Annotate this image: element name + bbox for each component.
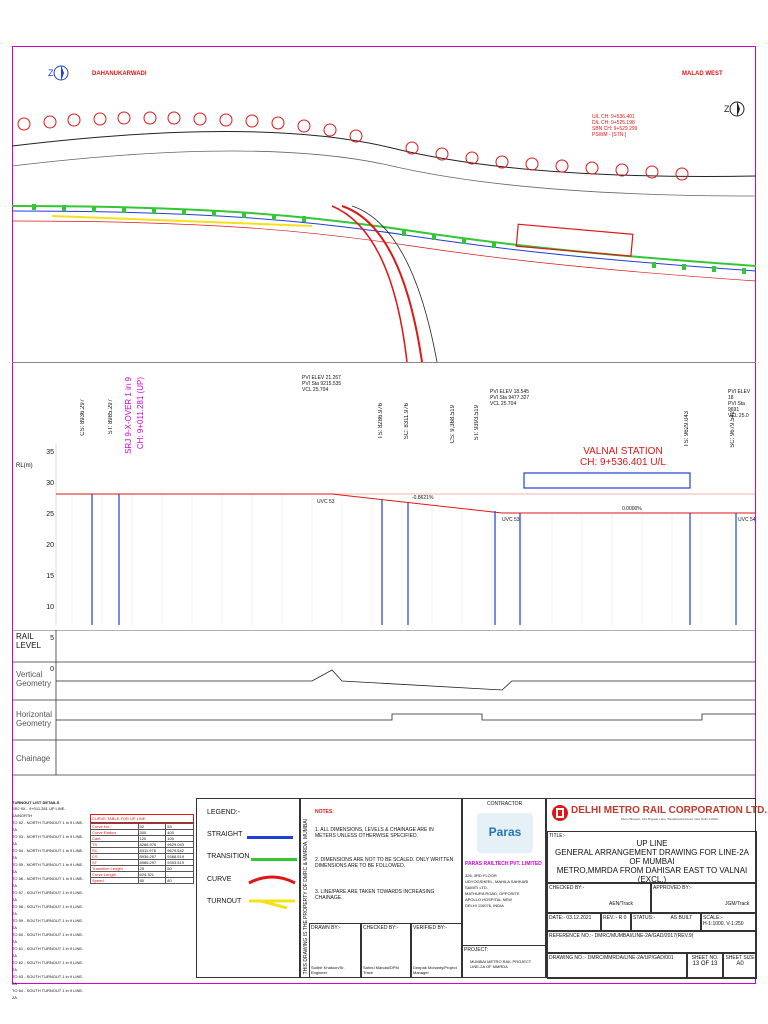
sheet-no-cell: SHEET NO. 13 OF 13 [687, 953, 723, 979]
note-item: 3. LINE/PARE ARE TAKEN TOWARDS INCREASING CHAINAGE. [315, 889, 435, 901]
turnout-list-item: TO 58 - SOUTH TURNOUT 1 in 9 LINE-2A [12, 904, 84, 916]
legend-box [196, 798, 300, 978]
note-item: 2. DIMENSIONS ARE NOT TO BE SCALED. ONLY WRITTEN DIMENSIONS ARE TO BE FOLLOWED. [315, 857, 454, 869]
station-name: VALNAI STATION [583, 446, 663, 457]
paras-logo: Paras [477, 813, 533, 853]
dmrc-header [551, 803, 768, 829]
date-cell: DATE:- 03.12.2021 [547, 913, 601, 931]
contractor-header: CONTRACTOR [487, 801, 523, 807]
vertical-geometry-label: Vertical Geometry [16, 670, 52, 688]
pvi-3: PVI ELEV 18 PVI Sta 9691 VCL 25.0 [728, 389, 751, 419]
point-label: ST: 8985.297 [108, 399, 114, 435]
point-label: SC: 8311.976 [404, 403, 410, 440]
legend-label: STRAIGHT [207, 831, 243, 838]
legend-label: TURNOUT [207, 898, 242, 905]
y-axis-title: RL(m) [16, 463, 33, 469]
turnout-list-item: TO 53 - NORTH TURNOUT 1 in 9 LINE-2A [12, 834, 84, 846]
vc-label: UVC 53 [317, 499, 335, 505]
checked-by-tb: CHECKED BY:- AEN/Track [547, 883, 651, 913]
y-axis-ticks: 35 30 25 20 15 10 5 0 [46, 449, 54, 673]
title-cell: TITLE:- UP LINE GENERAL ARRANGEMENT DRAWING FOR LINE-2A OF MUMBAI METRO,MMRDA FROM DAHISAR EAST TO VALNAI (EXCL.) [547, 831, 757, 883]
grade-label: 0.0000% [622, 506, 642, 512]
verified-by-cell: VERIFIED BY:- Deepak Mohanty/Project Manager [411, 923, 462, 978]
sheet-size-cell: SHEET SIZE A0 [723, 953, 757, 979]
turnout-list-item: TO 57 - SOUTH TURNOUT 1 in 9 LINE-2A [12, 890, 84, 902]
legend-label: CURVE [207, 876, 232, 883]
checked-by-cell: CHECKED BY:- Sahnu Mandal/DPM Track [361, 923, 411, 978]
project-cell: PROJECT: MUMBAI METRO RAIL PROJECT LINE-2A OF MMRDA [463, 945, 547, 979]
contractor-box [462, 798, 546, 978]
client-address: Metro Bhawan, Fire Brigade Lane, Barakhamba Road, New Delhi-110001 [621, 817, 719, 821]
svg-text:Z: Z [48, 68, 54, 78]
point-label: CS: 8936.297 [80, 399, 86, 436]
point-label: TS: 8286.976 [378, 403, 384, 440]
turnout-list-item: TO 55 - NORTH TURNOUT 1 in 9 LINE-2A [12, 862, 84, 874]
dmrc-logo-icon [551, 804, 569, 822]
turnout-list-item: TO 62 - SOUTH TURNOUT 1 in 9 LINE-2A [12, 960, 84, 972]
chainage-notes: U/L CH: 9+536.401 D/L CH: 9+525.198 SBN CH: 9+529.299 PSWM - [STN.] [592, 114, 638, 138]
point-label: TS: 9629.043 [684, 411, 690, 448]
vc-label: UVC 53 [502, 517, 520, 523]
turnout-list-item: TO 54 - NORTH TURNOUT 1 in 9 LINE-2A [12, 848, 84, 860]
turnout-list-item: TO 63 - SOUTH TURNOUT 1 in 9 LINE-2A [12, 974, 84, 986]
turnout-list-item: TO 59 - SOUTH TURNOUT 1 in 9 LINE-2A [12, 918, 84, 930]
pvi-2: PVI ELEV 18.545 PVI Sta 9477.327 VCL 25.704 [490, 389, 530, 407]
curve-table-grid: Curve No. 52 53 Curve Radius 300 400 Cant 120 100 TS 8286.976 9629.043 SC 8311.976 9679.542 CS 8936.297 9368.519 ST 8985.297 9393.519 Transition Length 25 50 Curve Length 624.321 - Speed 80 80 [90, 823, 194, 884]
horizontal-geometry-label: Horizontal Geometry [16, 710, 53, 728]
point-label: SC: 9679.542 [730, 411, 736, 448]
rev-cell: REV.:- R 0 [601, 913, 631, 931]
approved-by-tb: APPROVED BY:- JGM/Track [651, 883, 757, 913]
crossover-chainage: CH: 9+011.281 (UP) [136, 377, 145, 450]
contractor-name: PARAS RAILTECH PVT. LIMITED [465, 861, 542, 867]
svg-text:Z: Z [724, 104, 730, 114]
reference-cell: REFERENCE NO.:- DMRC/MUMBAI/LINE-2A/GAD/2017(REV.9) [547, 931, 757, 953]
curve-line-swatch [247, 873, 297, 885]
rail-level-label: RAIL LEVEL [16, 632, 41, 650]
point-label: ST: 9393.519 [474, 405, 480, 441]
chainage-label: Chainage [16, 754, 51, 763]
crossover-label: SRJ 9-X-OVER 1 in 9 [124, 377, 133, 454]
turnout-list-item: TO 60 - SOUTH TURNOUT 1 in 9 LINE-2A [12, 932, 84, 944]
alignment-plan-svg [12, 56, 756, 362]
curve-table: CURVE TABLE FOR UP LINE Curve No. 52 53 Curve Radius 300 400 Cant 120 100 TS 8286.976 9629.043 SC 8311.976 9679.542 CS 8936.297 9368.519 ST 8985.297 9393.519 Transition Length 25 50 Curve Length 624.321 - Speed 80 80 [90, 814, 194, 884]
contractor-address: 326, 3RD FLOOR UDYOGSHEEL, MAHILA SAHKARI SAMITI LTD. MATHURA ROAD, OPPOSITE APOLLO HOSPITAL NEW DELHI 110076, INDIA [465, 873, 529, 908]
drawn-by-cell: DRAWN BY:- Sudhir Khatoon/Sr. Engineer [309, 923, 361, 978]
bottom-area [12, 798, 768, 1000]
turnout-list: TURNOUT LIST DETAILS SRJ 9X - 9+011.281 UP LINE-2A/NORTH TO 52 - NORTH TURNOUT 1 in 9 LINE-2A TO 53 - NORTH TURNOUT 1 in 9 LINE-2A TO 54 - NORTH TURNOUT 1 in 9 LINE-2A TO 55 - NORTH TURNOUT 1 in 9 LINE-2A TO 56 - NORTH TURNOUT 1 in 9 LINE-2A TO 57 - SOUTH TURNOUT 1 in 9 LINE-2A TO 58 - SOUTH TURNOUT 1 in 9 LINE-2A TO 59 - SOUTH TURNOUT 1 in 9 LINE-2A TO 60 - SOUTH TURNOUT 1 in 9 LINE-2A TO 61 - SOUTH TURNOUT 1 in 9 LINE-2A TO 62 - SOUTH TURNOUT 1 in 9 LINE-2A TO 63 - SOUTH TURNOUT 1 in 9 LINE-2A TO 64 - SOUTH TURNOUT 1 in 9 LINE-2A [12, 800, 84, 1000]
station-chainage: CH: 9+536.401 U/L [580, 457, 666, 468]
left-station-label: DAHANUKARWADI [92, 71, 147, 77]
pvi-1: PVI ELEV 21.267 PVI Sta 9215.535 VCL 25.704 [302, 375, 342, 393]
straight-line-swatch [247, 836, 293, 839]
vc-label: UVC 54 [738, 517, 756, 523]
turnout-list-item: SRJ 9X - 9+011.281 UP LINE-2A/NORTH [12, 806, 66, 818]
right-station-label: MALAD WEST [682, 71, 723, 77]
drawing-no-cell: DRAWING NO.:- DMRC/MMRDA/LINE-2A/UP/GAD/001 [547, 953, 687, 979]
point-label: CS: 9,368.519 [450, 405, 456, 444]
property-text: THIS DRAWING IS THE PROPERTY OF DMRC & MMRDA, MUMBAI [303, 819, 309, 975]
turnout-list-item: TO 64 - SOUTH TURNOUT 1 in 9 LINE-2A [12, 988, 84, 1000]
data-bands [12, 630, 756, 776]
station-label [580, 446, 666, 468]
legend-title: LEGEND:- [207, 809, 241, 816]
client-name: DELHI METRO RAIL CORPORATION LTD. [571, 805, 768, 816]
turnout-list-item: TO 52 - NORTH TURNOUT 1 in 9 LINE-2A [12, 820, 84, 832]
status-cell: STATUS:- AS BUILT [631, 913, 701, 931]
turnout-list-item: TO 61 - SOUTH TURNOUT 1 in 9 LINE-2A [12, 946, 84, 958]
notes-box [300, 798, 462, 978]
plan-view [12, 56, 756, 362]
transition-line-swatch [251, 858, 297, 861]
turnout-line-swatch [247, 897, 297, 909]
scale-cell: SCALE:- H-1:1000, V-1:250 [701, 913, 757, 931]
grade-label: -0.8621% [412, 495, 434, 501]
note-item: 1. ALL DIMENSIONS, LEVELS & CHAINAGE ARE IN METERS UNLESS OTHERWISE SPECIFIED. [315, 827, 434, 839]
title-block [546, 798, 768, 978]
legend-label: TRANSITION [207, 853, 250, 860]
turnout-list-item: TO 56 - NORTH TURNOUT 1 in 9 LINE-2A [12, 876, 84, 888]
notes-title: NOTES: [315, 809, 334, 815]
